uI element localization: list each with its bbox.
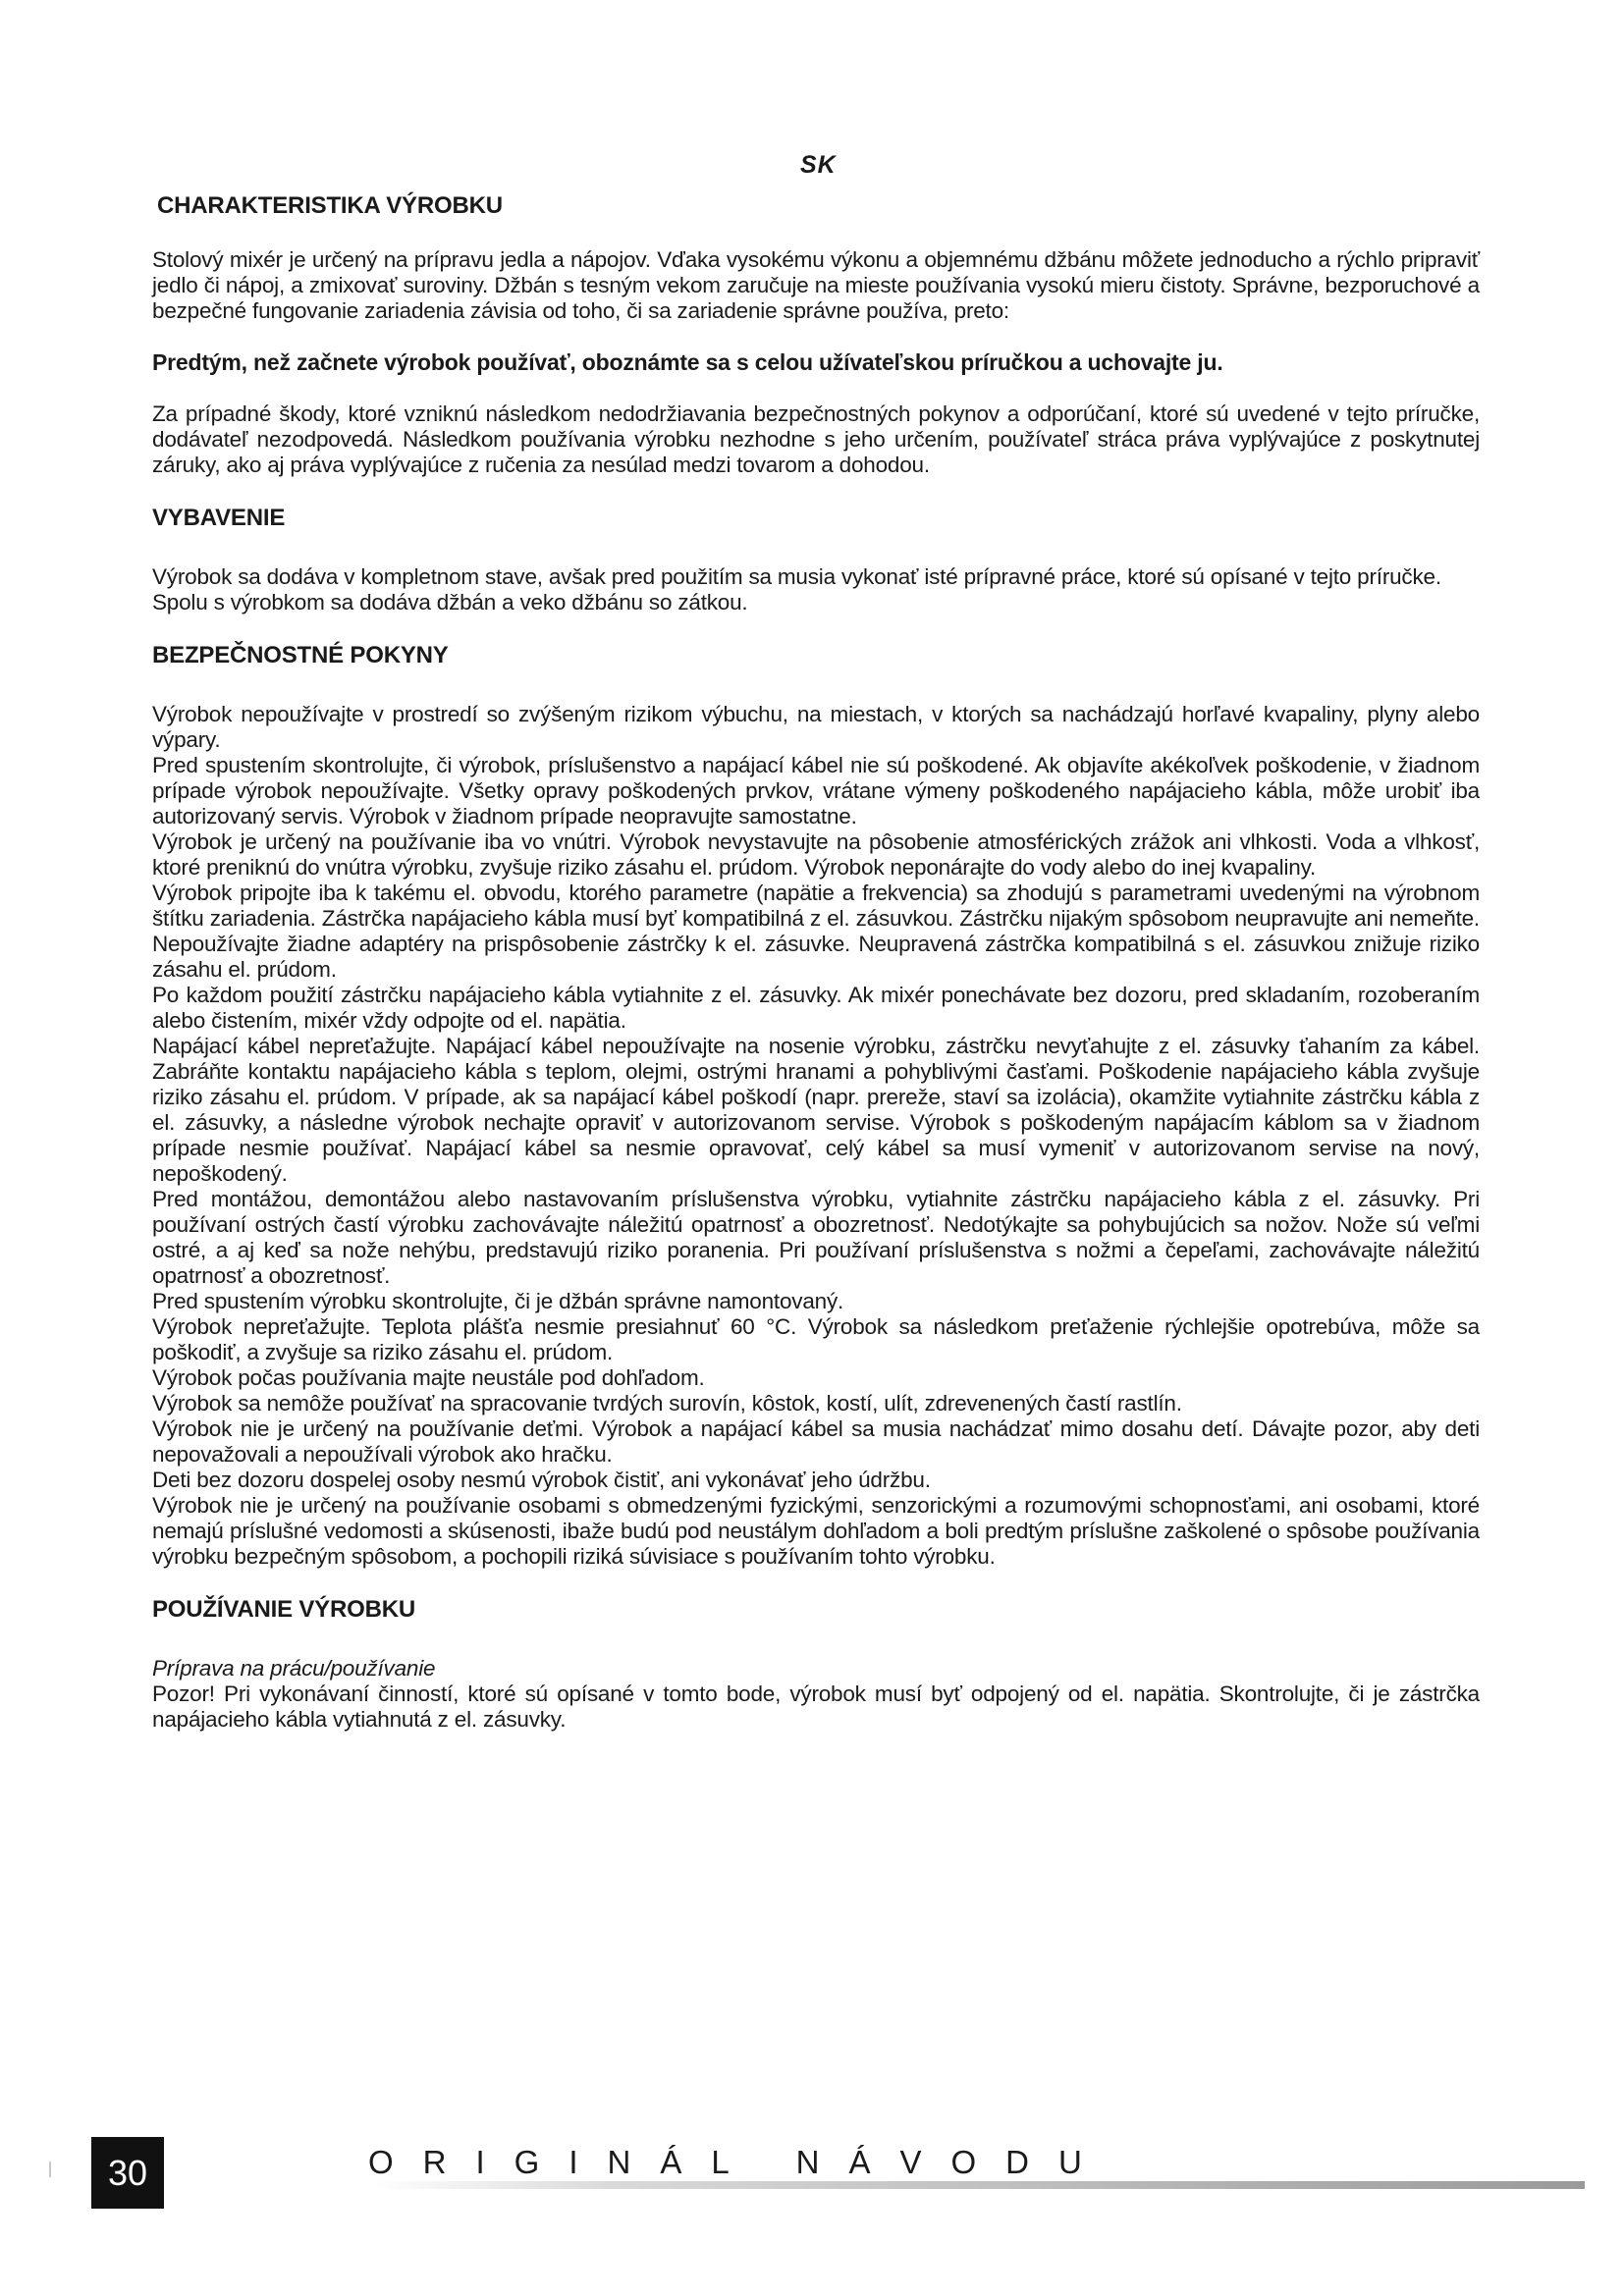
heading-safety: BEZPEČNOSTNÉ POKYNY xyxy=(152,642,449,668)
language-code: SK xyxy=(800,151,837,179)
page-content xyxy=(152,192,1480,1733)
safety-paragraph: Výrobok pripojte iba k takému el. obvodu, ktorého parametre (napätie a frekvencia) sa zhodujú s parametrami uvedenými na výrobnom štítku zariadenia. Zástrčka napájacieho kábla musí byť kompatibilná z el. zásuvkou. Zástrčku nijakým spôsobom neupravujte ani nemeňte. Nepoužívajte žiadne adaptéry na prispôsobenie zástrčky k el. zásuvke. Neupravená zástrčka kompatibilná s el. zásuvkou znižuje riziko zásahu el. prúdom. xyxy=(152,881,1480,982)
heading-characteristics: CHARAKTERISTIKA VÝROBKU xyxy=(157,192,503,219)
heading-usage: POUŽÍVANIE VÝROBKU xyxy=(152,1596,415,1623)
safety-paragraph: Výrobok je určený na používanie iba vo vnútri. Výrobok nevystavujte na pôsobenie atmosférických zrážok ani vlhkosti. Voda a vlhkosť, ktoré preniknú do vnútra výrobku, zvyšuje riziko zásahu el. prúdom. Výrobok neponárajte do vody alebo do inej kvapaliny. xyxy=(152,829,1480,880)
read-manual-notice: Predtým, než začnete výrobok používať, oboznámte sa s celou užívateľskou príručkou a uchovajte ju. xyxy=(152,349,1223,375)
equipment-paragraph: Výrobok sa dodáva v kompletnom stave, avšak pred použitím sa musia vykonať isté prípravné práce, ktoré sú opísané v tejto príručke. xyxy=(152,564,1441,589)
safety-paragraph: Pred spustením výrobku skontrolujte, či je džbán správne namontovaný. xyxy=(152,1289,844,1313)
footer-rule xyxy=(373,2181,1585,2189)
warranty-paragraph: Za prípadné škody, ktoré vzniknú následkom nedodržiavania bezpečnostných pokynov a odporúčaní, ktoré sú uvedené v tejto príručke, dodávateľ nezodpovedá. Následkom používania výrobku nezhodne s jeho určením, používateľ stráca práva vyplývajúce z poskytnutej záruky, ako aj práva vyplývajúce z ručenia za nesúlad medzi tovarom a dohodou. xyxy=(152,401,1480,477)
safety-paragraph: Po každom použití zástrčku napájacieho kábla vytiahnite z el. zásuvky. Ak mixér ponechávate bez dozoru, pred skladaním, rozoberaním alebo čistením, mixér vždy odpojte od el. napätia. xyxy=(152,983,1480,1033)
heading-equipment: VYBAVENIE xyxy=(152,505,286,531)
safety-paragraph: Pred spustením skontrolujte, či výrobok, príslušenstvo a napájací kábel nie sú poškodené. Ak objavíte akékoľvek poškodenie, v žiadnom prípade výrobok nepoužívajte. Všetky opravy poškodených prvkov, vrátane výmeny poškodeného napájacieho kábla, môže urobiť iba autorizovaný servis. Výrobok v žiadnom prípade neopravujte samostatne. xyxy=(152,753,1480,828)
equipment-paragraph: Spolu s výrobkom sa dodáva džbán a veko džbánu so zátkou. xyxy=(152,590,748,614)
safety-paragraph: Napájací kábel nepreťažujte. Napájací kábel nepoužívajte na nosenie výrobku, zástrčku nevyťahujte z el. zásuvky ťahaním za kábel. Zabráňte kontaktu napájacieho kábla s teplom, olejmi, ostrými hranami a pohyblivými časťami. Poškodenie napájacieho kábla zvyšuje riziko zásahu el. prúdom. V prípade, ak sa napájací kábel poškodí (napr. prereže, staví sa izolácia), okamžite vytiahnite zástrčku kábla z el. zásuvky, a následne výrobok nechajte opraviť v autorizovanom servise. Výrobok s poškodeným napájacím káblom sa v žiadnom prípade nesmie používať. Napájací kábel sa nesmie opravovať, celý kábel sa musí vymeniť v autorizovanom servise na nový, nepoškodený. xyxy=(152,1034,1480,1186)
safety-paragraph: Výrobok počas používania majte neustále pod dohľadom. xyxy=(152,1365,705,1390)
safety-paragraph: Pred montážou, demontážou alebo nastavovaním príslušenstva výrobku, vytiahnite zástrčku napájacieho kábla z el. zásuvky. Pri používaní ostrých častí výrobku zachovávajte náležitú opatrnosť a obozretnosť. Nedotýkajte sa pohybujúcich sa nožov. Nože sú veľmi ostré, a aj keď sa nože nehýbu, predstavujú riziko poranenia. Pri používaní príslušenstva s nožmi a čepeľami, zachovávajte náležitú opatrnosť a obozretnosť. xyxy=(152,1187,1480,1288)
usage-paragraph: Pozor! Pri vykonávaní činností, ktoré sú opísané v tomto bode, výrobok musí byť odpojený od el. napätia. Skontrolujte, či je zástrčka napájacieho kábla vytiahnutá z el. zásuvky. xyxy=(152,1682,1480,1732)
intro-paragraph: Stolový mixér je určený na prípravu jedla a nápojov. Vďaka vysokému výkonu a objemnému džbánu môžete jednoducho a rýchlo pripraviť jedlo či nápoj, a zmixovať suroviny. Džbán s tesným vekom zaručuje na mieste používania vysokú mieru čistoty. Správne, bezporuchové a bezpečné fungovanie zariadenia závisia od toho, či sa zariadenie správne používa, preto: xyxy=(152,247,1480,323)
safety-paragraph: Výrobok nepoužívajte v prostredí so zvýšeným rizikom výbuchu, na miestach, v ktorých sa nachádzajú horľavé kvapaliny, plyny alebo výpary. xyxy=(152,702,1480,752)
subheading-preparation: Príprava na prácu/používanie xyxy=(152,1656,436,1681)
safety-paragraph: Výrobok nie je určený na používanie deťmi. Výrobok a napájací kábel sa musia nachádzať mimo dosahu detí. Dávajte pozor, aby deti nepovažovali a nepoužívali výrobok ako hračku. xyxy=(152,1416,1480,1467)
footer-edge-mark xyxy=(49,2162,51,2177)
safety-paragraph: Deti bez dozoru dospelej osoby nesmú výrobok čistiť, ani vykonávať jeho údržbu. xyxy=(152,1468,931,1492)
page-number: 30 xyxy=(91,2137,164,2209)
footer-title: ORIGINÁL NÁVODU xyxy=(368,2144,1111,2180)
safety-paragraph: Výrobok nepreťažujte. Teplota plášťa nesmie presiahnuť 60 °C. Výrobok sa následkom preťaženie rýchlejšie opotrebúva, môže sa poškodiť, a zvyšuje sa riziko zásahu el. prúdom. xyxy=(152,1314,1480,1364)
safety-paragraph: Výrobok sa nemôže používať na spracovanie tvrdých surovín, kôstok, kostí, ulít, zdrevenených častí rastlín. xyxy=(152,1391,1182,1415)
safety-paragraph: Výrobok nie je určený na používanie osobami s obmedzenými fyzickými, senzorickými a rozumovými schopnosťami, ani osobami, ktoré nemajú príslušné vedomosti a skúsenosti, ibaže budú pod neustálym dohľadom a boli predtým príslušne zaškolené o spôsobe používania výrobku bezpečným spôsobom, a pochopili riziká súvisiace s používaním tohto výrobku. xyxy=(152,1493,1480,1569)
